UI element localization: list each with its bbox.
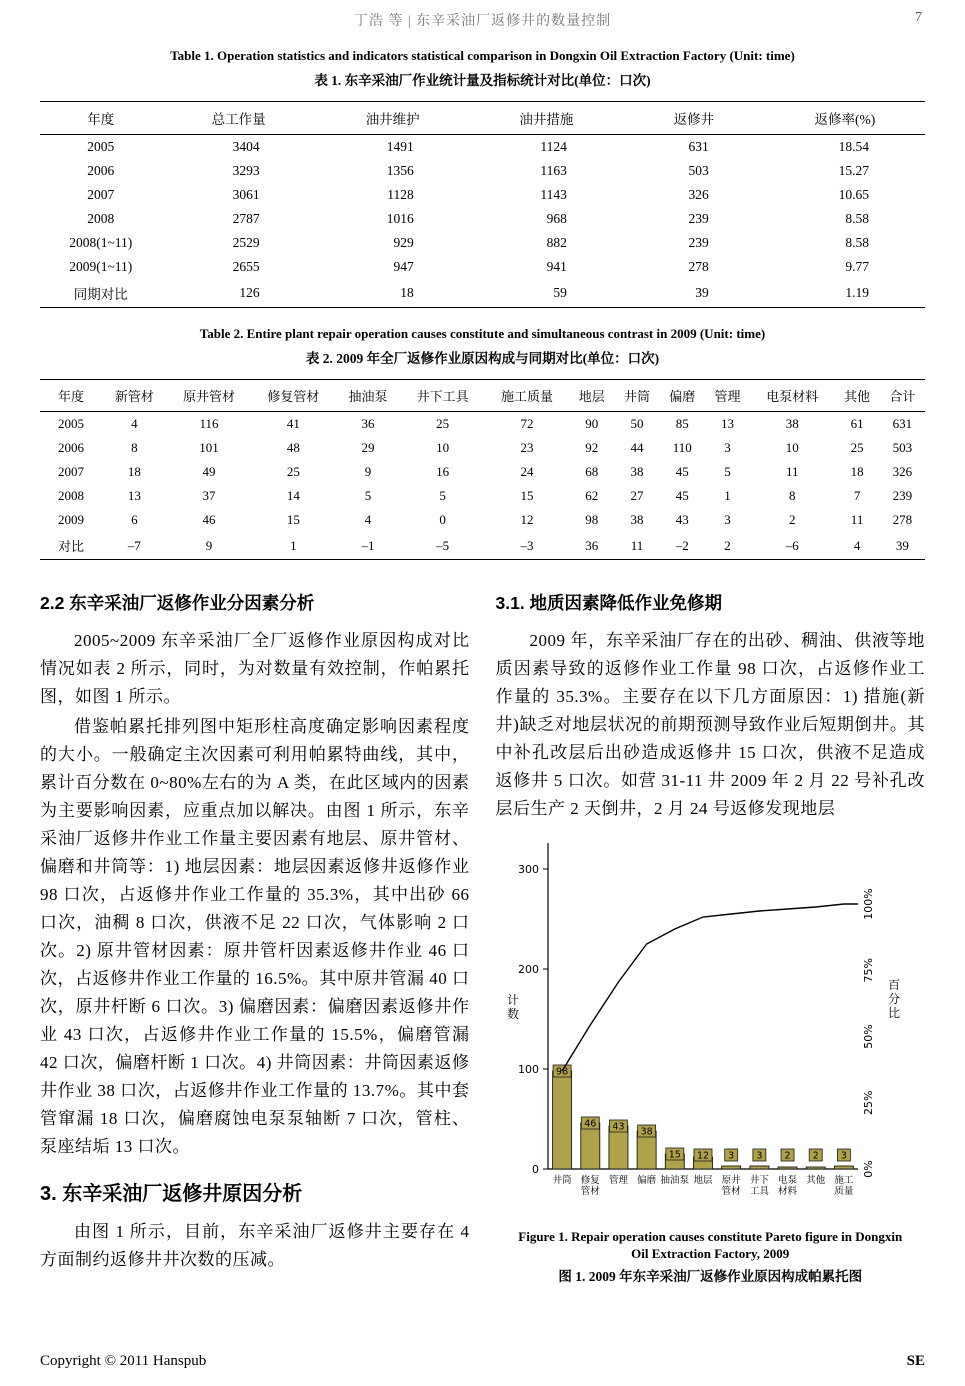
pareto-chart-svg [496, 833, 926, 1215]
bar-value-label: 46 [583, 1118, 596, 1130]
x-tick-label: 井下 [749, 1175, 769, 1186]
table-cell: 101 [199, 440, 219, 455]
table-cell: 5 [724, 464, 731, 479]
table-cell: 16 [436, 464, 450, 479]
pareto-chart [496, 833, 926, 1220]
table-cell: 59 [553, 285, 567, 300]
table-cell: –6 [785, 537, 799, 553]
table-cell: 126 [239, 285, 260, 300]
right-tick-label: 75% [861, 958, 875, 983]
table-cell: 43 [675, 512, 689, 527]
right-tick-label: 0% [861, 1160, 875, 1178]
table-cell: 1143 [540, 187, 567, 202]
table-cell: 62 [585, 488, 599, 503]
table-cell: 1163 [540, 163, 567, 178]
column-header: 新管材 [102, 380, 167, 412]
table-cell: 36 [585, 537, 599, 553]
table-cell: 239 [688, 235, 709, 250]
right-tick-label: 25% [861, 1090, 875, 1115]
column-header: 油井措施 [470, 102, 623, 135]
page-header [0, 0, 965, 30]
table-cell: 1491 [386, 139, 414, 154]
table-row [40, 532, 925, 560]
column-header: 原井管材 [167, 380, 251, 412]
table-row [40, 508, 925, 532]
table-row [40, 460, 925, 484]
table-header-row [40, 380, 925, 412]
table-cell: 3061 [232, 187, 260, 202]
table-cell: –3 [520, 537, 534, 553]
table-cell: 18 [127, 464, 141, 479]
table-cell: 4 [131, 416, 138, 431]
table-cell: 38 [630, 464, 644, 479]
x-tick-label: 材料 [777, 1186, 797, 1197]
column-header: 地层 [569, 380, 614, 412]
table-row [40, 231, 925, 255]
column-header: 抽油泵 [336, 380, 401, 412]
table-cell: 2529 [232, 235, 260, 250]
section-3-heading: 3. 东辛采油厂返修井原因分析 [40, 1183, 303, 1205]
table-cell: 50 [630, 416, 644, 431]
x-tick-label: 管理 [608, 1175, 628, 1186]
table-cell: 2009(1~11) [69, 259, 133, 274]
bar-value-label: 2 [784, 1150, 791, 1162]
column-header: 年度 [40, 102, 162, 135]
column-header: 合计 [880, 380, 925, 412]
table-cell: 24 [520, 464, 534, 479]
bar-value-label: 3 [755, 1150, 762, 1162]
table-cell: 49 [202, 464, 216, 479]
table-cell: 326 [892, 464, 913, 479]
page-number: 7 [915, 10, 923, 25]
table-cell: 882 [546, 235, 567, 250]
table-cell: 947 [393, 259, 414, 274]
bar-value-label: 12 [696, 1150, 709, 1162]
table-cell: 2009 [58, 512, 84, 527]
table-cell: 39 [695, 285, 709, 300]
table-cell: 1356 [386, 163, 414, 178]
page-content [0, 48, 965, 1285]
figure-1-caption-zh: 图 1. 2009 年东辛采油厂返修作业原因构成帕累托图 [558, 1269, 863, 1284]
table-row [40, 412, 925, 437]
column-header: 总工作量 [162, 102, 316, 135]
table-cell: 85 [675, 416, 689, 431]
table-cell: 46 [202, 512, 216, 527]
table-row [40, 484, 925, 508]
table-cell: 2008(1~11) [69, 235, 133, 250]
table-cell: 1 [724, 488, 731, 503]
section-3-1-heading: 3.1. 地质因素降低作业免修期 [495, 593, 723, 613]
pareto-bar [778, 1167, 797, 1169]
table-cell: 90 [585, 416, 599, 431]
right-tick-label: 50% [861, 1024, 875, 1049]
table-cell: 239 [892, 488, 913, 503]
pareto-bar [580, 1123, 599, 1169]
table-cell: 6 [131, 512, 138, 527]
table-cell: 2007 [87, 187, 115, 202]
table-cell: 92 [585, 440, 599, 455]
table-cell: 39 [895, 537, 909, 553]
table-cell: 4 [853, 537, 861, 553]
table-cell: 61 [850, 416, 864, 431]
pareto-bar [806, 1167, 825, 1169]
x-tick-label: 其他 [805, 1175, 825, 1186]
table-row [40, 135, 925, 160]
table-cell: 12 [520, 512, 534, 527]
table-cell: 1 [290, 537, 297, 553]
table-cell: 23 [520, 440, 534, 455]
section-2-2-paragraph-1: 2005~2009 东辛采油厂全厂返修作业原因构成对比情况如表 2 所示，同时，为对数量有效控制，作帕累托图，如图 1 所示。 [40, 631, 470, 706]
journal-code: SE [906, 1353, 925, 1369]
figure-1-caption-en: Figure 1. Repair operation causes constitute Pareto figure in Dongxin Oil Extraction Factory, 2009 [518, 1229, 903, 1261]
bar-value-label: 2 [812, 1150, 819, 1162]
x-tick-label: 工具 [749, 1186, 769, 1197]
table1-caption-zh: 表 1. 东辛采油厂作业统计量及指标统计对比(单位：口次) [314, 73, 651, 88]
table-cell: 2006 [87, 163, 115, 178]
column-header: 返修率(%) [765, 102, 925, 135]
table-cell: 18 [400, 285, 414, 300]
table-cell: 25 [286, 464, 300, 479]
table-cell: 11 [630, 537, 644, 553]
table-cell: 36 [361, 416, 375, 431]
x-tick-label: 修复 [580, 1175, 600, 1186]
pareto-bar [749, 1166, 768, 1169]
table1-caption-en: Table 1. Operation statistics and indicators statistical comparison in Dongxin Oil Extraction Factory (Unit: time) [170, 48, 795, 63]
table-cell: 18 [850, 464, 864, 479]
table-cell: 929 [393, 235, 414, 250]
table-header-row [40, 102, 925, 135]
figure-1 [496, 833, 926, 1285]
bar-value-label: 98 [555, 1066, 568, 1078]
table-cell: 2007 [58, 464, 84, 479]
table-cell: 25 [850, 440, 864, 455]
table-cell: 5 [439, 488, 446, 503]
table-cell: 2005 [87, 139, 115, 154]
copyright-text: Copyright © 2011 Hanspub [40, 1353, 207, 1369]
table-cell: 9 [364, 464, 372, 479]
page-footer [40, 1353, 925, 1370]
table-cell: 27 [630, 488, 644, 503]
y-tick-label: 0 [531, 1163, 539, 1176]
table-cell: 10 [436, 440, 450, 455]
y-tick-label: 300 [517, 863, 539, 876]
table-cell: 38 [785, 416, 799, 431]
table-cell: 968 [546, 211, 567, 226]
column-header: 油井维护 [316, 102, 470, 135]
table-row [40, 436, 925, 460]
table-cell: 8.58 [845, 235, 869, 250]
table2-caption-en: Table 2. Entire plant repair operation causes constitute and simultaneous contrast in 2009 (Unit: time) [199, 326, 766, 341]
table-row [40, 207, 925, 231]
left-column [40, 582, 470, 1285]
table-cell: 48 [286, 440, 300, 455]
column-header: 电泵材料 [750, 380, 834, 412]
bar-value-label: 3 [727, 1150, 734, 1162]
y-tick-label: 100 [517, 1063, 539, 1076]
table-cell: 631 [688, 139, 709, 154]
table-cell: 3404 [232, 139, 260, 154]
right-tick-label: 100% [861, 888, 875, 920]
header-title: 丁浩 等 | 东辛采油厂返修井的数量控制 [353, 14, 612, 29]
table-cell: 29 [361, 440, 375, 455]
table-cell: 278 [892, 512, 913, 527]
table-cell: 8.58 [845, 211, 869, 226]
table-cell: 45 [675, 464, 689, 479]
table-row [40, 255, 925, 279]
right-column [496, 582, 926, 1285]
cumulative-line [562, 904, 858, 1071]
table-cell: 2008 [87, 211, 115, 226]
pareto-bar [721, 1166, 740, 1169]
table-cell: 25 [436, 416, 450, 431]
bar-value-label: 43 [611, 1121, 625, 1133]
section-2-2-paragraph-2: 借鉴帕累托排列图中矩形柱高度确定影响因素程度的大小。一般确定主次因素可利用帕累特曲线，其中，累计百分数在 0~80%左右的为 A 类，在此区域内的因素为主要影响因素，应重点加以解决。由图 1 所示，东辛采油厂返修井作业工作量主要因素有地层、原井管材、偏磨和井筒等：1) 地层因素：地层因素返修井返修作业 98 口次，占返修井作业工作量的 35.3%，其中出砂 66 口次，油稠 8 口次，供液不足 22 口次，气体影响 2 口次。2) 原井管材因素：原井管杆因素返修井作业 46 口次，占返修井作业工作量的 16.5%。其中原井管漏 40 口次，原井杆断 6 口次。3) 偏磨因素：偏磨因素返修井作业 43 口次，占返修井作业工作量的 15.5%，偏磨管漏 42 口次，偏磨杆断 1 口次。4) 井筒因素：井筒因素返修井作业 38 口次，占返修井作业工作量的 13.7%。其中套管窜漏 18 口次，偏磨腐蚀电泵泵轴断 7 口次，管柱、泵座结垢 13 口次。 [40, 717, 470, 1156]
table-cell: 41 [286, 416, 300, 431]
bar-value-label: 38 [640, 1126, 653, 1138]
table-cell: –5 [436, 537, 450, 553]
pareto-bar [834, 1166, 853, 1169]
x-tick-label: 地层 [692, 1175, 713, 1186]
table-cell: 4 [364, 512, 372, 527]
x-tick-label: 施工 [833, 1175, 853, 1186]
table-cell: 72 [520, 416, 534, 431]
table1 [40, 101, 925, 308]
column-header: 返修井 [623, 102, 765, 135]
table-cell: 13 [720, 416, 734, 431]
table2 [40, 379, 925, 560]
table-cell: 3293 [232, 163, 260, 178]
pareto-bar [552, 1071, 571, 1169]
table-cell: 5 [364, 488, 372, 503]
column-header: 年度 [40, 380, 102, 412]
column-header: 其他 [834, 380, 879, 412]
table-cell: 326 [688, 187, 709, 202]
x-tick-label: 抽油泵 [660, 1175, 689, 1186]
table-cell: 503 [688, 163, 709, 178]
table-cell: 2 [724, 537, 731, 553]
column-header: 管理 [705, 380, 750, 412]
table-cell: 10 [785, 440, 799, 455]
y-tick-label: 200 [517, 963, 539, 976]
column-header: 偏磨 [660, 380, 705, 412]
table-cell: 8 [789, 488, 796, 503]
table-cell: 116 [199, 416, 219, 431]
table-cell: 2008 [58, 488, 84, 503]
table-cell: 13 [127, 488, 141, 503]
table-cell: 15 [286, 512, 300, 527]
table-cell: 631 [892, 416, 913, 431]
table-cell: 2005 [58, 416, 84, 431]
table-cell: 9 [205, 537, 213, 553]
table-cell: 11 [785, 464, 799, 479]
table-cell: 44 [630, 440, 644, 455]
table-cell: 110 [672, 440, 692, 455]
table-cell: 11 [850, 512, 864, 527]
column-header: 施工质量 [485, 380, 569, 412]
table2-caption-zh: 表 2. 2009 年全厂返修作业原因构成与同期对比(单位：口次) [305, 351, 660, 366]
table-cell: 7 [853, 488, 861, 503]
table-cell: 15 [520, 488, 534, 503]
table-cell: –7 [127, 537, 141, 553]
table-row [40, 183, 925, 207]
column-header: 井筒 [614, 380, 659, 412]
two-column-layout [40, 582, 925, 1285]
table-cell: 37 [202, 488, 216, 503]
right-axis-title: 百分比 [887, 978, 900, 1020]
section-3-paragraph-1: 由图 1 所示，目前，东辛采油厂返修井主要存在 4 方面制约返修井井次数的压减。 [40, 1222, 470, 1269]
table-cell: 10.65 [838, 187, 869, 202]
table-cell: –2 [675, 537, 689, 553]
x-tick-label: 管材 [580, 1186, 600, 1197]
column-header: 井下工具 [400, 380, 484, 412]
table-cell: 239 [688, 211, 709, 226]
table-cell: 2655 [232, 259, 260, 274]
table-cell: 1124 [540, 139, 567, 154]
table-cell: 8 [131, 440, 138, 455]
table-cell: 503 [892, 440, 913, 455]
table-cell: 3 [724, 512, 731, 527]
table-cell: 3 [724, 440, 731, 455]
column-header: 修复管材 [251, 380, 335, 412]
x-tick-label: 原井 [721, 1175, 741, 1186]
x-tick-label: 井筒 [552, 1175, 572, 1186]
table-cell: 同期对比 [73, 287, 128, 302]
table-cell: 15.27 [838, 163, 869, 178]
table-cell: 18.54 [838, 139, 869, 154]
table-cell: 45 [675, 488, 689, 503]
x-tick-label: 偏磨 [636, 1175, 656, 1186]
table-cell: 2006 [58, 440, 84, 455]
bar-value-label: 3 [840, 1150, 847, 1162]
table-cell: 14 [286, 488, 300, 503]
table-row [40, 159, 925, 183]
table-cell: 38 [630, 512, 644, 527]
table-cell: 0 [439, 512, 446, 527]
section-3-1-paragraph-1: 2009 年，东辛采油厂存在的出砂、稠油、供液等地质因素导致的返修作业工作量 98 口次，占返修作业工作量的 35.3%。主要存在以下几方面原因：1) 措施(新井)缺乏对地层状况的前期预测导致作业后短期倒井。其中补孔改层后出砂造成返修井 15 口次，供液不足造成返修井 5 口次。如营 31-11 井 2009 年 2 月 22 号补孔改层后生产 2 天倒井，2 月 24 号返修发现地层 [495, 631, 925, 818]
table-cell: 对比 [57, 539, 84, 554]
table-cell: 9.77 [845, 259, 869, 274]
bar-value-label: 15 [668, 1149, 681, 1161]
table-cell: 1016 [386, 211, 414, 226]
table-cell: 278 [688, 259, 709, 274]
table-cell: 2787 [232, 211, 260, 226]
table-cell: 1128 [387, 187, 414, 202]
table-cell: 2 [789, 512, 796, 527]
table-row [40, 279, 925, 308]
table-cell: 68 [585, 464, 599, 479]
x-tick-label: 电泵 [777, 1175, 797, 1186]
x-tick-label: 质量 [833, 1186, 853, 1197]
table-cell: 98 [585, 512, 599, 527]
y-axis-title: 计数 [506, 993, 519, 1021]
table-cell: –1 [361, 537, 375, 553]
section-2-2-heading: 2.2 东辛采油厂返修作业分因素分析 [40, 593, 315, 613]
table-cell: 1.19 [845, 285, 869, 300]
table-cell: 941 [546, 259, 567, 274]
x-tick-label: 管材 [721, 1186, 741, 1197]
